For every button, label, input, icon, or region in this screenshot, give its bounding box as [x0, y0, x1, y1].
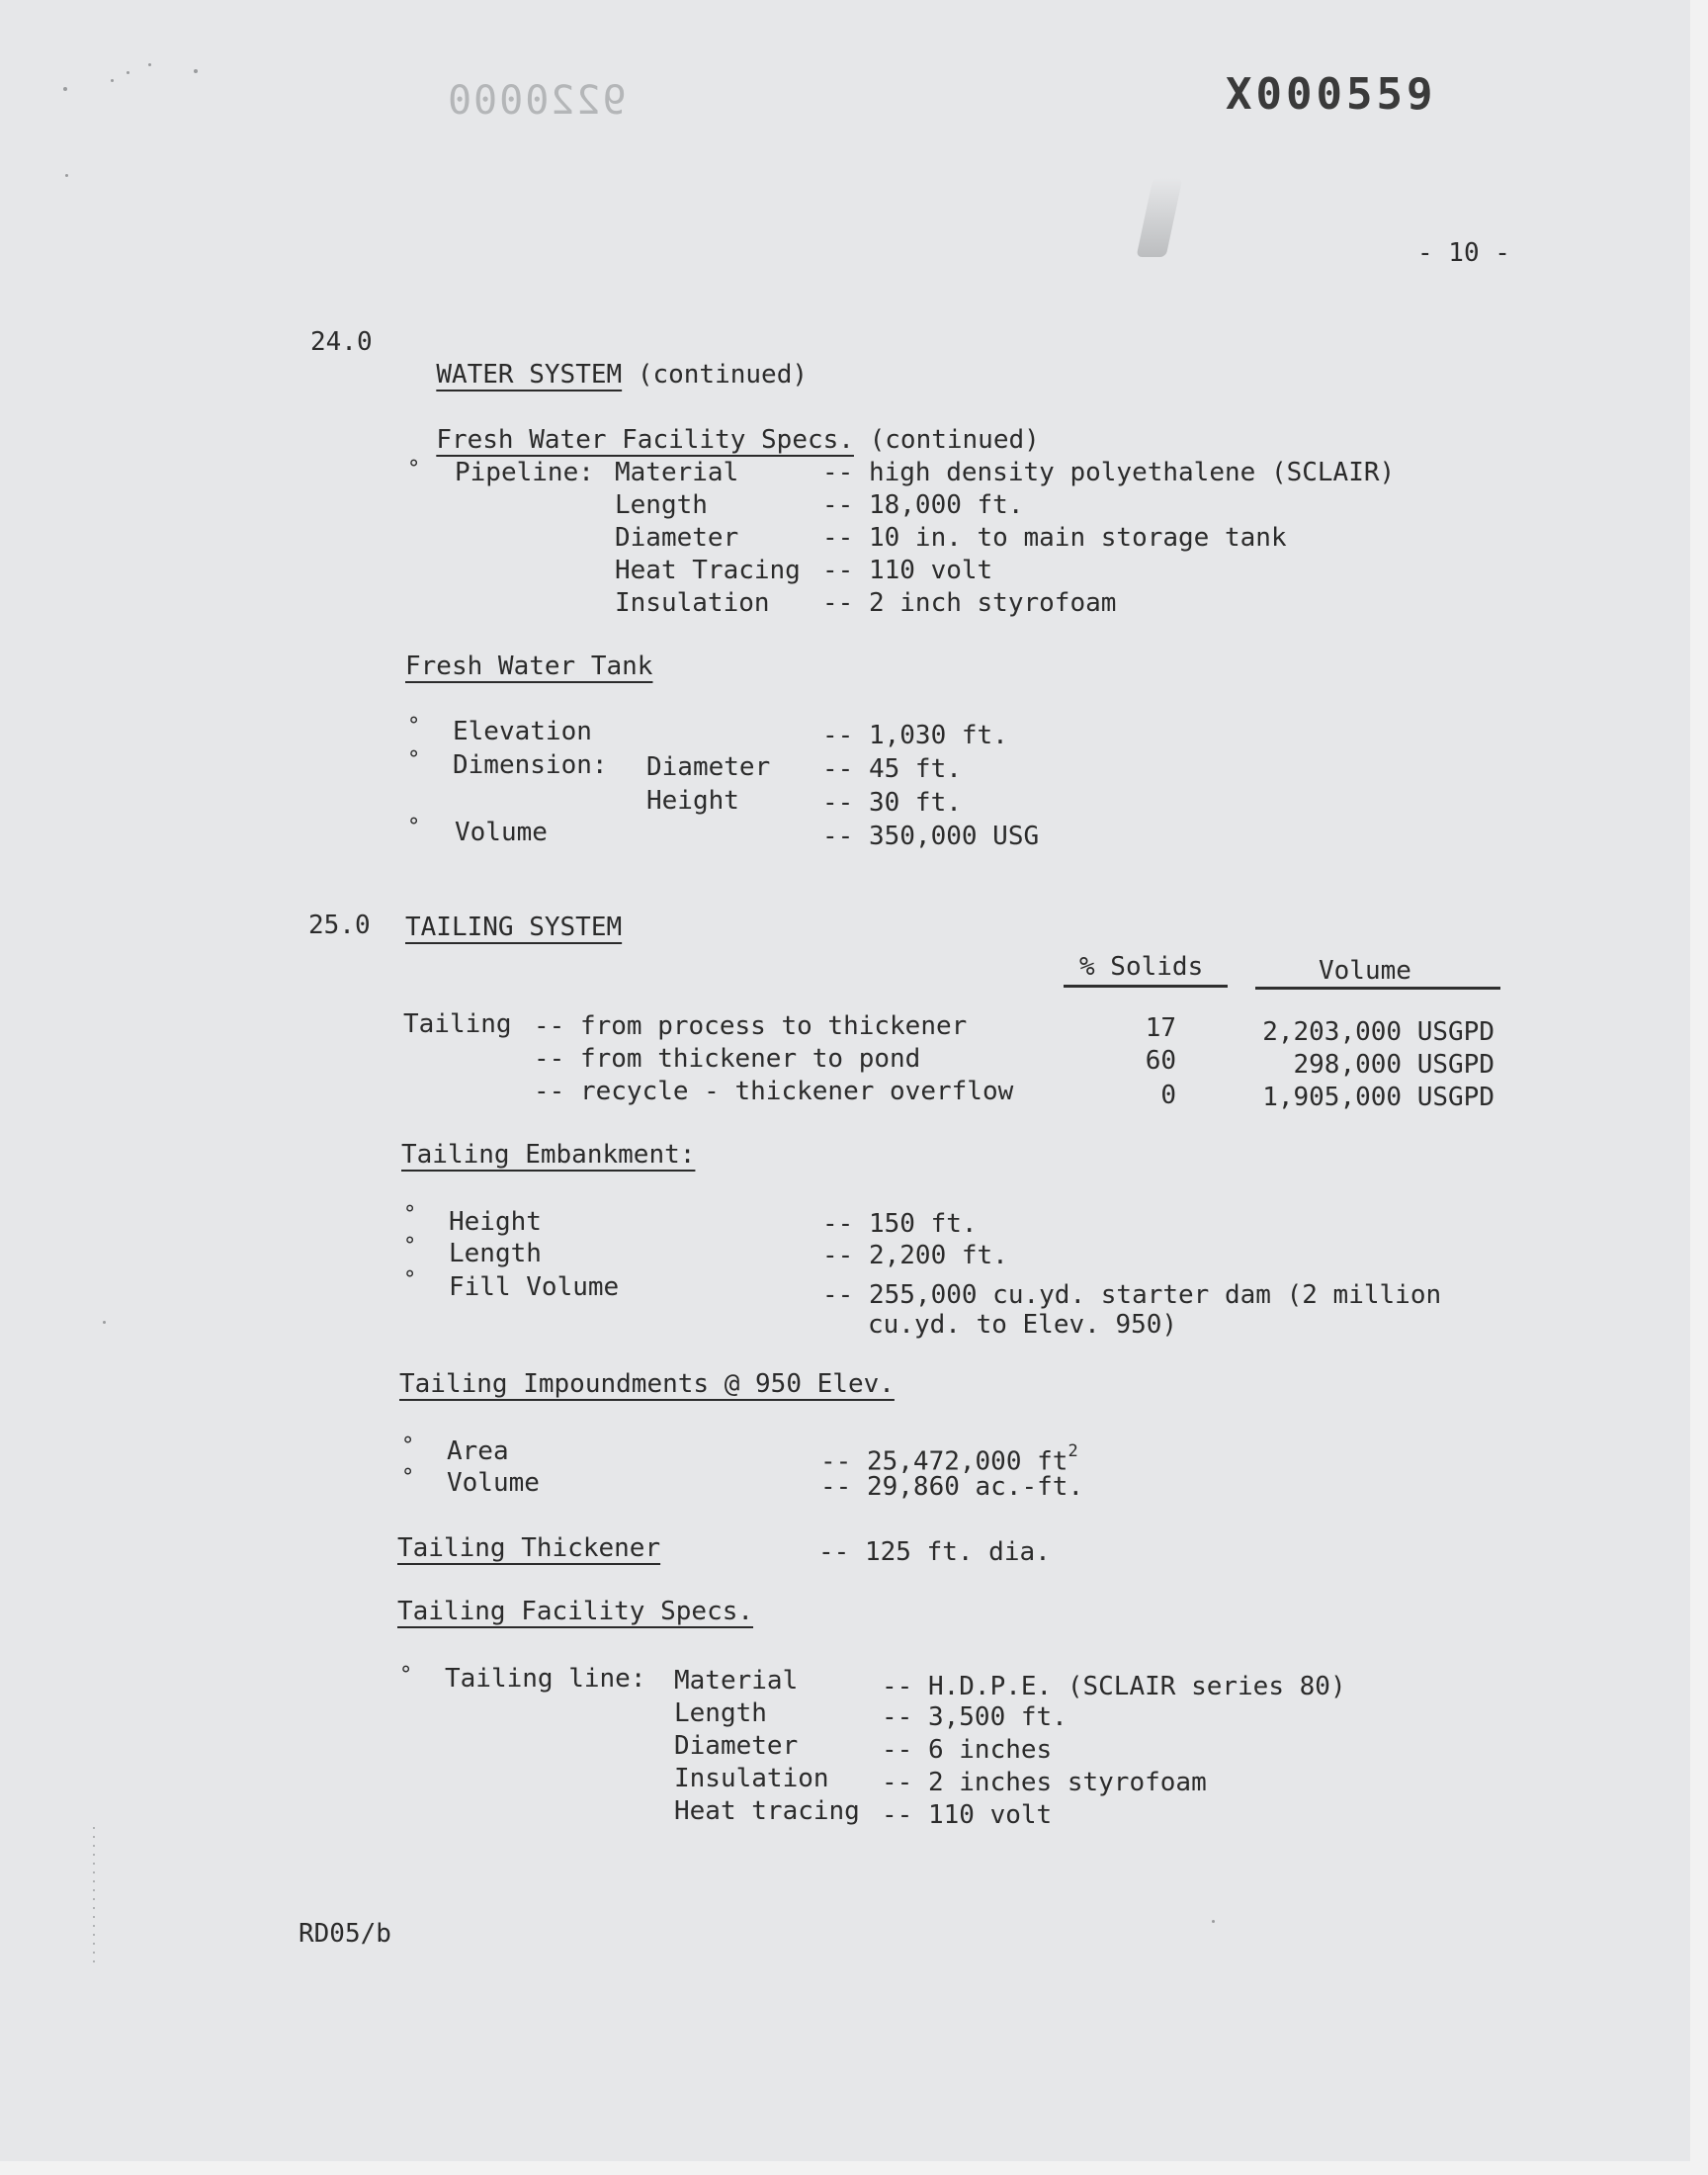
- tank-height-label: Height: [646, 786, 739, 816]
- tailing-line-row-name: Diameter: [674, 1731, 799, 1761]
- tailing-flow-desc: -- recycle - thickener overflow: [534, 1077, 1014, 1106]
- bullet-icon: °: [407, 815, 421, 839]
- tailing-flow-desc: -- from thickener to pond: [534, 1044, 921, 1074]
- impoundment-area-exponent: 2: [1068, 1441, 1078, 1461]
- pipeline-row-name: Insulation: [615, 588, 770, 618]
- pipeline-row-value: -- 110 volt: [822, 556, 993, 585]
- ghost-bleedthrough-number: 9220000: [446, 78, 627, 124]
- pipeline-row-name: Length: [615, 490, 708, 520]
- tailing-flow-desc: -- from process to thickener: [534, 1011, 968, 1041]
- tailing-line-label: Tailing line:: [445, 1664, 646, 1694]
- pipeline-row-value: -- 10 in. to main storage tank: [822, 523, 1287, 553]
- bullet-icon: °: [399, 1663, 413, 1688]
- impoundment-area-number: -- 25,472,000 ft: [820, 1446, 1068, 1477]
- scan-speck: [63, 87, 67, 91]
- tailing-line-row-value: -- 110 volt: [882, 1800, 1053, 1830]
- embankment-fill-value-continued: cu.yd. to Elev. 950): [868, 1310, 1178, 1340]
- tailing-facility-specs-title: Tailing Facility Specs.: [397, 1597, 754, 1626]
- scan-speck: [103, 1321, 106, 1324]
- tank-height-value: -- 30 ft.: [822, 788, 962, 818]
- impoundment-area-label: Area: [447, 1436, 509, 1466]
- bullet-icon: °: [403, 1202, 417, 1227]
- tailing-thickener-value: -- 125 ft. dia.: [818, 1537, 1051, 1567]
- bullet-icon: °: [407, 747, 421, 772]
- scan-smudge: [1136, 178, 1182, 257]
- tailing-label: Tailing: [403, 1009, 512, 1039]
- fresh-water-facility-specs-heading: [405, 392, 1040, 457]
- embankment-length-value: -- 2,200 ft.: [822, 1241, 1008, 1270]
- impoundment-volume-label: Volume: [447, 1468, 540, 1498]
- pipeline-row-value: -- high density polyethalene (SCLAIR): [822, 458, 1396, 487]
- tailing-flow-volume: 298,000 USGPD: [1293, 1050, 1494, 1080]
- scan-speck: [1212, 1920, 1215, 1923]
- pipeline-label: Pipeline:: [455, 458, 594, 487]
- pipeline-row-value: -- 2 inch styrofoam: [822, 588, 1117, 618]
- embankment-height-value: -- 150 ft.: [822, 1209, 978, 1239]
- embankment-length-label: Length: [449, 1239, 542, 1268]
- tailing-line-row-value: -- H.D.P.E. (SCLAIR series 80): [882, 1672, 1346, 1701]
- scan-speck: [148, 63, 151, 66]
- tailing-line-row-name: Material: [674, 1666, 799, 1696]
- scan-speck: [65, 174, 68, 177]
- tailing-line-row-value: -- 2 inches styrofoam: [882, 1768, 1207, 1797]
- page-bottom-edge: [0, 2161, 1708, 2175]
- pipeline-row-value: -- 18,000 ft.: [822, 490, 1024, 520]
- pipeline-row-name: Material: [615, 458, 739, 487]
- tank-elevation-value: -- 1,030 ft.: [822, 721, 1008, 750]
- scan-speck: [127, 71, 129, 74]
- tailing-embankment-title: Tailing Embankment:: [401, 1140, 696, 1170]
- tank-volume-value: -- 350,000 USG: [822, 822, 1040, 851]
- tailing-line-row-name: Insulation: [674, 1764, 829, 1793]
- column-header-solids-rule: [1064, 985, 1228, 988]
- fresh-water-tank-title: Fresh Water Tank: [405, 652, 653, 681]
- tank-elevation-label: Elevation: [453, 717, 592, 746]
- tailing-flow-solids: 60: [1145, 1046, 1176, 1076]
- tailing-flow-solids: 17: [1145, 1013, 1176, 1043]
- section-24-heading: [405, 326, 808, 392]
- pipeline-row-name: Heat Tracing: [615, 556, 801, 585]
- bullet-icon: °: [401, 1465, 415, 1490]
- section-24-number: 24.0: [310, 327, 373, 357]
- tailing-thickener-title: Tailing Thickener: [397, 1533, 661, 1563]
- page-right-edge: [1690, 0, 1708, 2175]
- embankment-fill-value: -- 255,000 cu.yd. starter dam (2 million: [822, 1280, 1442, 1310]
- scan-speck: [111, 79, 114, 82]
- document-stamp-number: X000559: [1226, 69, 1437, 120]
- column-header-solids: % Solids: [1079, 952, 1204, 982]
- bullet-icon: °: [401, 1434, 415, 1458]
- section-24-title: WATER SYSTEM: [436, 360, 623, 390]
- tailing-flow-volume: 2,203,000 USGPD: [1262, 1017, 1494, 1047]
- embankment-height-label: Height: [449, 1207, 542, 1237]
- embankment-fill-label: Fill Volume: [449, 1272, 620, 1302]
- tailing-flow-solids: 0: [1160, 1081, 1176, 1110]
- tailing-line-row-name: Length: [674, 1698, 767, 1728]
- fresh-water-facility-specs-title: Fresh Water Facility Specs.: [436, 425, 854, 455]
- section-24-title-suffix: (continued): [637, 360, 808, 390]
- fresh-water-facility-specs-suffix: (continued): [869, 425, 1040, 455]
- bullet-icon: °: [407, 714, 421, 739]
- tailing-line-row-value: -- 6 inches: [882, 1735, 1053, 1765]
- tank-diameter-value: -- 45 ft.: [822, 754, 962, 784]
- tank-volume-label: Volume: [455, 818, 548, 847]
- tank-dimension-label: Dimension:: [453, 750, 608, 780]
- page-number: - 10 -: [1417, 238, 1510, 268]
- section-25-number: 25.0: [308, 911, 371, 940]
- tailing-flow-volume: 1,905,000 USGPD: [1262, 1083, 1494, 1112]
- bullet-icon: °: [403, 1234, 417, 1259]
- scan-dotted-line: [93, 1827, 95, 1965]
- impoundment-volume-value: -- 29,860 ac.-ft.: [820, 1472, 1084, 1502]
- document-footer-code: RD05/b: [299, 1919, 391, 1949]
- tailing-impoundments-title: Tailing Impoundments @ 950 Elev.: [399, 1369, 895, 1399]
- tank-diameter-label: Diameter: [646, 752, 771, 782]
- section-25-title: TAILING SYSTEM: [405, 913, 623, 942]
- bullet-icon: °: [407, 457, 421, 481]
- bullet-icon: °: [403, 1267, 417, 1292]
- column-header-volume: Volume: [1319, 956, 1411, 986]
- pipeline-row-name: Diameter: [615, 523, 739, 553]
- column-header-volume-rule: [1255, 987, 1500, 990]
- scan-speck: [194, 69, 198, 73]
- tailing-line-row-name: Heat tracing: [674, 1796, 860, 1826]
- tailing-line-row-value: -- 3,500 ft.: [882, 1702, 1068, 1732]
